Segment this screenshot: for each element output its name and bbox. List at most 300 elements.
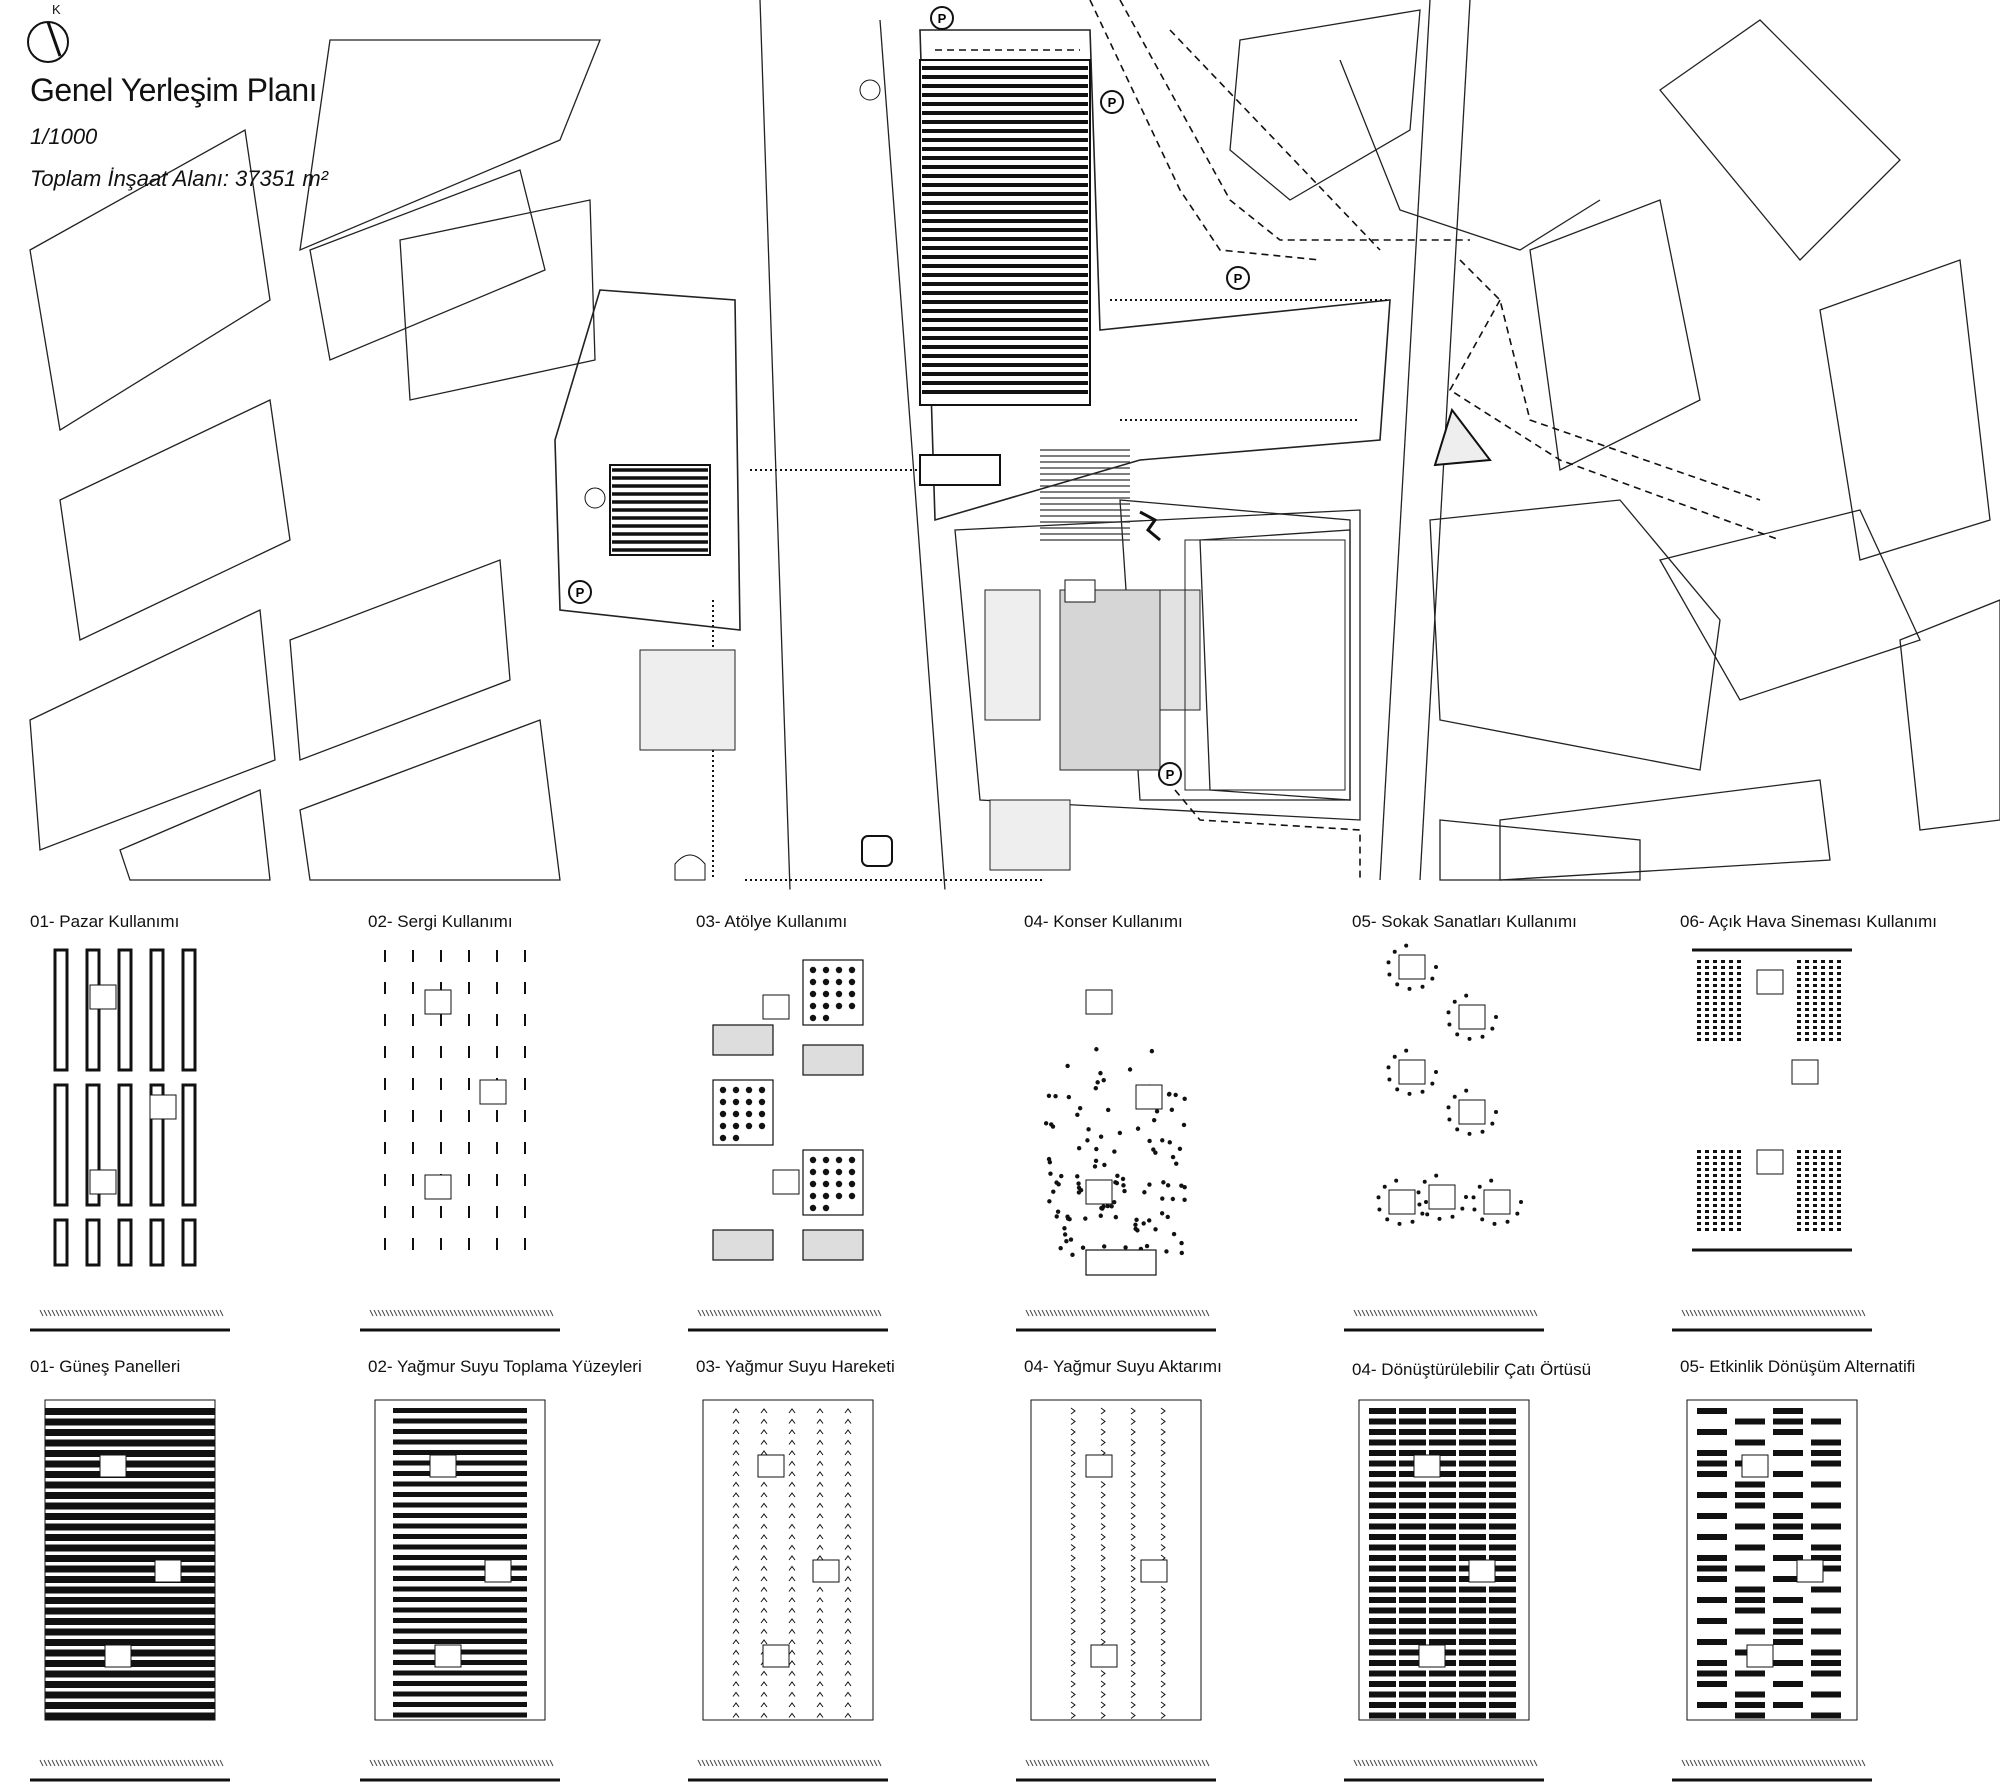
person-mark (836, 1003, 842, 1009)
hatch-mark (140, 1760, 143, 1766)
hatch-mark (1862, 1310, 1865, 1316)
hatch-mark (120, 1310, 123, 1316)
hatch-mark (172, 1760, 175, 1766)
hatch-mark (1070, 1310, 1073, 1316)
seat-mark (1837, 1026, 1841, 1029)
person-mark (746, 1099, 752, 1105)
seat-mark (1797, 990, 1801, 993)
audience-mark (1112, 1149, 1116, 1153)
seat-mark (1813, 972, 1817, 975)
hatch-mark (766, 1760, 769, 1766)
seat-mark (1821, 1008, 1825, 1011)
hatch-mark (378, 1760, 381, 1766)
stage (1086, 1250, 1156, 1275)
seat-mark (1737, 1156, 1741, 1159)
seat-mark (1737, 1180, 1741, 1183)
audience-mark (1472, 1195, 1476, 1199)
hatch-mark (714, 1310, 717, 1316)
seat-mark (1821, 1014, 1825, 1017)
hatch-mark (854, 1760, 857, 1766)
hatch-mark (810, 1310, 813, 1316)
audience-mark (1170, 1108, 1174, 1112)
seat-mark (1805, 1168, 1809, 1171)
market-stall (183, 1085, 195, 1205)
hatch-mark (1810, 1760, 1813, 1766)
audience-mark (1083, 1216, 1087, 1220)
roof-module (1399, 1513, 1426, 1519)
roof-module (1459, 1419, 1486, 1425)
seat-mark (1805, 1014, 1809, 1017)
seat-mark (1829, 1002, 1833, 1005)
hatch-mark (1774, 1760, 1777, 1766)
collection-strip (393, 1629, 527, 1634)
audience-mark (1387, 1065, 1391, 1069)
seat-mark (1737, 1162, 1741, 1165)
roof-module (1369, 1471, 1396, 1477)
hatch-mark (1458, 1760, 1461, 1766)
hatch-mark (1534, 1310, 1537, 1316)
roof-module (1429, 1639, 1456, 1645)
seat-mark (1821, 1020, 1825, 1023)
hatch-mark (862, 1760, 865, 1766)
seat-mark (1805, 1032, 1809, 1035)
hatch-mark (726, 1760, 729, 1766)
seat-mark (1797, 1210, 1801, 1213)
hatch-mark (774, 1310, 777, 1316)
audience-mark (1113, 1180, 1117, 1184)
hatch-mark (1042, 1310, 1045, 1316)
seat-mark (1797, 966, 1801, 969)
audience-mark (1078, 1106, 1082, 1110)
seat-mark (1713, 1204, 1717, 1207)
courtyard-void (763, 1645, 789, 1667)
hatch-mark (1450, 1760, 1453, 1766)
hatch-mark (1738, 1310, 1741, 1316)
hatch-mark (1798, 1760, 1801, 1766)
hatch-mark (418, 1760, 421, 1766)
hatch-mark (172, 1310, 175, 1316)
audience-mark (1047, 1094, 1051, 1098)
seat-mark (1813, 1156, 1817, 1159)
hatch-mark (1690, 1310, 1693, 1316)
seat-mark (1805, 966, 1809, 969)
seat-mark (1705, 1204, 1709, 1207)
hatch-mark (1482, 1760, 1485, 1766)
hatch-mark (422, 1760, 425, 1766)
hatch-mark (826, 1310, 829, 1316)
audience-mark (1086, 1127, 1090, 1131)
hatch-mark (1402, 1760, 1405, 1766)
roof-module (1429, 1566, 1456, 1572)
seat-mark (1729, 1168, 1733, 1171)
recycle-icon (860, 80, 880, 100)
seat-mark (1721, 996, 1725, 999)
hatch-mark (838, 1310, 841, 1316)
audience-mark (1056, 1209, 1060, 1213)
roof-module (1429, 1692, 1456, 1698)
roof-module (1429, 1713, 1456, 1719)
courtyard-void (1086, 1455, 1112, 1477)
audience-mark (1147, 1218, 1151, 1222)
seat-mark (1729, 1020, 1733, 1023)
hatch-mark (1046, 1760, 1049, 1766)
city-block (1230, 10, 1420, 200)
hatch-mark (68, 1760, 71, 1766)
hatch-mark (1110, 1310, 1113, 1316)
city-block (310, 170, 545, 360)
seat-mark (1721, 1150, 1725, 1153)
hatch-mark (770, 1760, 773, 1766)
roof-module (1459, 1440, 1486, 1446)
seat-mark (1797, 1186, 1801, 1189)
performance-spot (1399, 955, 1425, 979)
hatch-mark (1506, 1760, 1509, 1766)
collection-strip (393, 1408, 527, 1413)
svg-text:P: P (937, 11, 947, 26)
roof-module (1489, 1650, 1516, 1656)
hatch-mark (494, 1310, 497, 1316)
seat-mark (1813, 1020, 1817, 1023)
hatch-mark (1862, 1760, 1865, 1766)
hatch-mark (818, 1760, 821, 1766)
hatch-mark (1114, 1310, 1117, 1316)
roof-module (1399, 1408, 1426, 1414)
seat-mark (1797, 1002, 1801, 1005)
hatch-mark (1714, 1310, 1717, 1316)
hatch-mark (1770, 1310, 1773, 1316)
roof-module (1369, 1692, 1396, 1698)
seat-mark (1813, 1204, 1817, 1207)
courtyard-void (425, 1175, 451, 1199)
hatch-mark (1766, 1310, 1769, 1316)
roof-module (1429, 1629, 1456, 1635)
parking-icon[interactable] (569, 581, 591, 603)
roof-module (1399, 1713, 1426, 1719)
hatch-mark (132, 1760, 135, 1766)
museum-icon (1065, 580, 1095, 602)
hatch-mark (1370, 1310, 1373, 1316)
seat-mark (1697, 1020, 1701, 1023)
roof-module (1459, 1671, 1486, 1677)
hatch-mark (1474, 1760, 1477, 1766)
person-mark (746, 1111, 752, 1117)
seat-mark (1705, 1180, 1709, 1183)
hatch-mark (128, 1310, 131, 1316)
seat-mark (1821, 978, 1825, 981)
seat-mark (1829, 990, 1833, 993)
roof-module (1735, 1608, 1765, 1614)
person-mark (746, 1123, 752, 1129)
audience-mark (1455, 1032, 1459, 1036)
seat-mark (1721, 1168, 1725, 1171)
hatch-mark (1454, 1310, 1457, 1316)
audience-mark (1136, 1126, 1140, 1130)
roof-module (1369, 1408, 1396, 1414)
hatch-mark (462, 1760, 465, 1766)
hatch-mark (822, 1310, 825, 1316)
seat-mark (1729, 972, 1733, 975)
pedestrian-crossing-icon (1140, 512, 1160, 540)
hatch-mark (1470, 1760, 1473, 1766)
roof-module (1369, 1629, 1396, 1635)
seat-mark (1729, 1186, 1733, 1189)
seat-mark (1721, 1026, 1725, 1029)
hatch-mark (814, 1760, 817, 1766)
roof-module (1369, 1492, 1396, 1498)
market-stall (119, 950, 131, 1070)
seat-mark (1705, 978, 1709, 981)
seat-mark (1797, 1150, 1801, 1153)
hatch-mark (402, 1310, 405, 1316)
hatch-mark (1830, 1760, 1833, 1766)
hatch-mark (418, 1310, 421, 1316)
audience-mark (1112, 1200, 1116, 1204)
audience-mark (1051, 1189, 1055, 1193)
seat-mark (1729, 1174, 1733, 1177)
audience-mark (1122, 1189, 1126, 1193)
hatch-mark (770, 1310, 773, 1316)
hatch-mark (196, 1310, 199, 1316)
audience-mark (1451, 1215, 1455, 1219)
audience-mark (1102, 1244, 1106, 1248)
roof-module (1773, 1471, 1803, 1477)
roof-module (1735, 1545, 1765, 1551)
hatch-mark (204, 1310, 207, 1316)
seat-mark (1797, 1228, 1801, 1231)
collection-strip (393, 1461, 527, 1466)
roof-module (1459, 1618, 1486, 1624)
hatch-mark (782, 1310, 785, 1316)
hatch-mark (136, 1760, 139, 1766)
seat-mark (1737, 1032, 1741, 1035)
audience-mark (1464, 1195, 1468, 1199)
solar-panel (45, 1608, 215, 1615)
roof-module (1459, 1702, 1486, 1708)
hatch-mark (1514, 1760, 1517, 1766)
hatch-mark (1430, 1310, 1433, 1316)
hatch-mark (550, 1310, 553, 1316)
roof-module (1489, 1534, 1516, 1540)
seat-mark (1805, 978, 1809, 981)
hatch-mark (1846, 1310, 1849, 1316)
seat-mark (1697, 1008, 1701, 1011)
hatch-mark (398, 1310, 401, 1316)
hatch-mark (406, 1310, 409, 1316)
performance-spot (1484, 1190, 1510, 1214)
audience-mark (1178, 1147, 1182, 1151)
hatch-mark (750, 1760, 753, 1766)
roof-module (1369, 1660, 1396, 1666)
hatch-mark (96, 1760, 99, 1766)
audience-mark (1481, 1035, 1485, 1039)
audience-mark (1166, 1215, 1170, 1219)
performance-spot (1429, 1185, 1455, 1209)
seat-mark (1805, 1156, 1809, 1159)
hatch-mark (1686, 1760, 1689, 1766)
seat-mark (1797, 1156, 1801, 1159)
roof-module (1489, 1671, 1516, 1677)
seat-mark (1829, 996, 1833, 999)
hatch-mark (510, 1310, 513, 1316)
hatch-mark (1754, 1310, 1757, 1316)
seat-mark (1837, 1174, 1841, 1177)
roof-module (1811, 1419, 1841, 1425)
hatch-mark (710, 1310, 713, 1316)
audience-mark (1515, 1212, 1519, 1216)
parking-icon[interactable] (1227, 267, 1249, 289)
seat-mark (1829, 1162, 1833, 1165)
hatch-mark (398, 1760, 401, 1766)
seat-mark (1821, 990, 1825, 993)
courtyard-void (425, 990, 451, 1014)
roof-module (1811, 1545, 1841, 1551)
roof-module (1459, 1492, 1486, 1498)
seat-mark (1697, 1180, 1701, 1183)
seat-mark (1805, 1180, 1809, 1183)
seat-mark (1705, 1186, 1709, 1189)
hatch-mark (510, 1760, 513, 1766)
hatch-mark (466, 1310, 469, 1316)
roof-module (1489, 1713, 1516, 1719)
seat-mark (1813, 966, 1817, 969)
hatch-mark (1182, 1310, 1185, 1316)
seat-mark (1797, 996, 1801, 999)
hatch-mark (1170, 1310, 1173, 1316)
collection-strip (393, 1608, 527, 1613)
hatch-mark (850, 1760, 853, 1766)
hatch-mark (706, 1310, 709, 1316)
hatch-mark (1854, 1310, 1857, 1316)
seat-mark (1705, 1002, 1709, 1005)
roof-module (1399, 1597, 1426, 1603)
seat-mark (1737, 1216, 1741, 1219)
seat-mark (1837, 1014, 1841, 1017)
hatch-mark (1394, 1310, 1397, 1316)
seat-mark (1813, 1032, 1817, 1035)
audience-mark (1385, 1217, 1389, 1221)
city-block (300, 720, 560, 880)
hatch-mark (64, 1760, 67, 1766)
audience-mark (1393, 1055, 1397, 1059)
parking-icon[interactable] (1159, 763, 1181, 785)
hatch-mark (60, 1760, 63, 1766)
hatch-mark (1062, 1760, 1065, 1766)
courtyard-void (435, 1645, 461, 1667)
hatch-mark (870, 1760, 873, 1766)
roof-module (1735, 1671, 1765, 1677)
collection-strip (393, 1681, 527, 1686)
hatch-mark (1734, 1310, 1737, 1316)
svg-text:P: P (1165, 767, 1175, 782)
seat-mark (1713, 1014, 1717, 1017)
courtyard-void (1757, 970, 1783, 994)
hatch-mark (1370, 1760, 1373, 1766)
roof-module (1459, 1545, 1486, 1551)
seating-block (803, 1045, 863, 1075)
area-label: Toplam İnşaat Alanı: 37351 m² (30, 166, 328, 191)
seat-mark (1705, 960, 1709, 963)
audience-mark (1121, 1183, 1125, 1187)
hatch-mark (100, 1310, 103, 1316)
seat-mark (1713, 1008, 1717, 1011)
hatch-mark (140, 1310, 143, 1316)
hatch-mark (1098, 1310, 1101, 1316)
seat-mark (1697, 984, 1701, 987)
seat-mark (1729, 990, 1733, 993)
roof-module (1369, 1650, 1396, 1656)
roof-module (1735, 1587, 1765, 1593)
roof-module (1773, 1639, 1803, 1645)
hatch-mark (1506, 1310, 1509, 1316)
hatch-mark (216, 1760, 219, 1766)
audience-mark (1123, 1245, 1127, 1249)
seat-mark (1713, 1174, 1717, 1177)
mosque-icon (675, 855, 705, 880)
seat-mark (1721, 1032, 1725, 1035)
hatch-mark (1382, 1310, 1385, 1316)
seat-mark (1837, 1162, 1841, 1165)
seat-mark (1721, 1038, 1725, 1041)
city-block (300, 40, 600, 250)
usage-panel-title: 05- Sokak Sanatları Kullanımı (1352, 912, 1577, 931)
courtyard-void (150, 1095, 176, 1119)
hatch-mark (1142, 1310, 1145, 1316)
audience-mark (1167, 1092, 1171, 1096)
roof-module (1735, 1492, 1765, 1498)
hatch-mark (1682, 1310, 1685, 1316)
hatch-mark (1442, 1760, 1445, 1766)
audience-mark (1494, 1015, 1498, 1019)
hatch-mark (758, 1310, 761, 1316)
solar-panel (45, 1440, 215, 1447)
seat-mark (1829, 1038, 1833, 1041)
hatch-mark (1038, 1760, 1041, 1766)
hatch-mark (798, 1310, 801, 1316)
hatch-mark (48, 1760, 51, 1766)
hatch-mark (470, 1760, 473, 1766)
seat-mark (1705, 1038, 1709, 1041)
seat-mark (1813, 1150, 1817, 1153)
hatch-mark (1806, 1760, 1809, 1766)
solar-panel (45, 1713, 215, 1720)
hatch-mark (1742, 1760, 1745, 1766)
hatch-mark (64, 1310, 67, 1316)
seat-mark (1737, 972, 1741, 975)
seat-mark (1797, 1180, 1801, 1183)
seat-mark (1705, 1020, 1709, 1023)
hatch-mark (734, 1760, 737, 1766)
market-stall (151, 950, 163, 1070)
roof-module (1811, 1482, 1841, 1488)
hatch-mark (1042, 1760, 1045, 1766)
parking-icon[interactable] (1101, 91, 1123, 113)
seat-mark (1829, 1174, 1833, 1177)
person-mark (810, 1157, 816, 1163)
hatch-mark (490, 1760, 493, 1766)
parking-icon[interactable] (931, 7, 953, 29)
seat-mark (1813, 1216, 1817, 1219)
hatch-mark (40, 1310, 43, 1316)
hatch-mark (1746, 1760, 1749, 1766)
audience-mark (1093, 1164, 1097, 1168)
roof-module (1459, 1692, 1486, 1698)
hatch-mark (1186, 1760, 1189, 1766)
hatch-mark (1730, 1310, 1733, 1316)
seat-mark (1721, 1008, 1725, 1011)
seat-mark (1829, 1180, 1833, 1183)
hatch-mark (1522, 1760, 1525, 1766)
person-mark (823, 967, 829, 973)
